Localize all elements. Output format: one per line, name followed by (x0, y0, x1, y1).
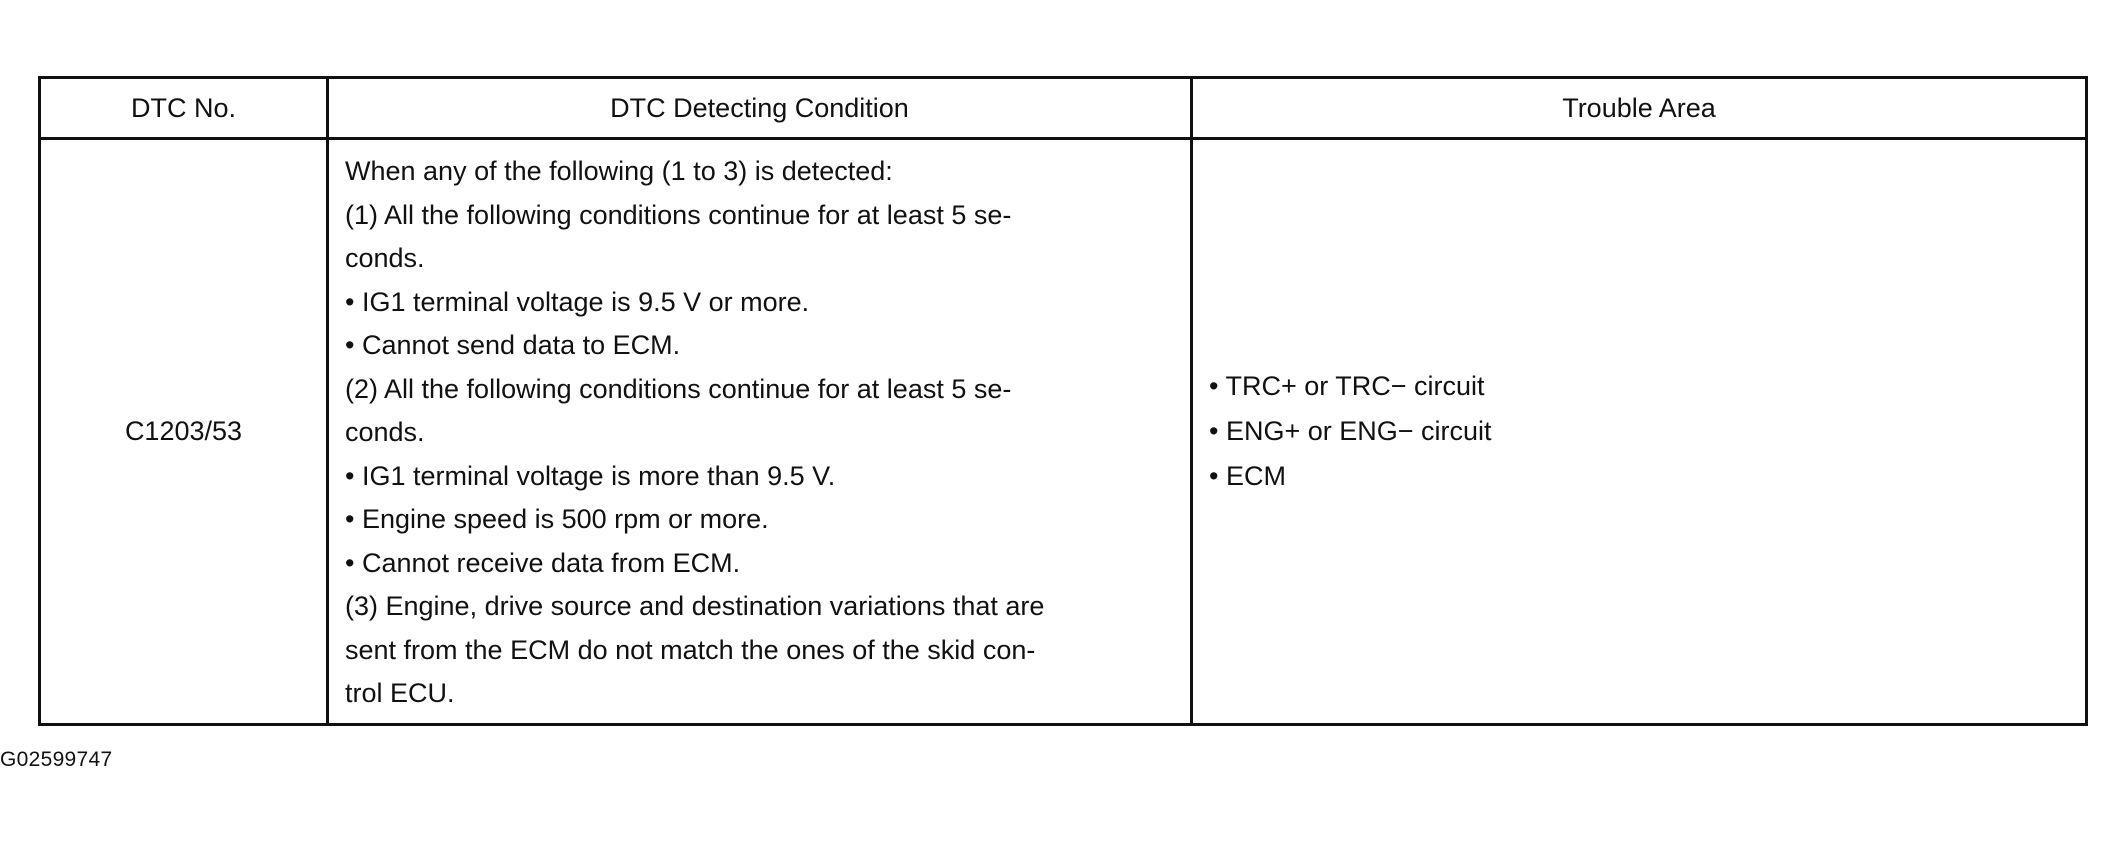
condition-line: • IG1 terminal voltage is 9.5 V or more. (345, 286, 810, 317)
condition-line: (3) Engine, drive source and destination variations that are (345, 591, 1045, 621)
condition-line: • Engine speed is 500 rpm or more. (345, 504, 769, 534)
trouble-area-cell (1192, 139, 2087, 725)
header-dtc-no: DTC No. (40, 78, 328, 139)
table-row (40, 139, 2087, 725)
condition-line: trol ECU. (345, 678, 455, 708)
header-trouble-area: Trouble Area (1192, 78, 2087, 139)
condition-line: • IG1 terminal voltage is more than 9.5 V. (345, 460, 836, 491)
detecting-condition-cell (328, 139, 1192, 725)
figure-code: G02599747 (0, 748, 113, 771)
condition-line: conds. (345, 243, 425, 273)
condition-line: (1) All the following conditions continue for at least 5 se- (345, 199, 1012, 230)
condition-line: • Cannot send data to ECM. (345, 330, 681, 360)
trouble-area-item: • TRC+ or TRC− circuit (1209, 371, 1485, 401)
dtc-number-cell: C1203/53 (40, 139, 328, 725)
trouble-area-item: • ENG+ or ENG− circuit (1209, 416, 1492, 446)
header-detecting-condition: DTC Detecting Condition (328, 78, 1192, 139)
condition-line: (2) All the following conditions continue for at least 5 se- (345, 373, 1012, 404)
dtc-table (38, 76, 2088, 726)
condition-line: sent from the ECM do not match the ones of the skid con- (345, 634, 1036, 665)
condition-line: When any of the following (1 to 3) is detected: (345, 156, 893, 186)
trouble-area-item: • ECM (1209, 461, 1286, 491)
condition-line: • Cannot receive data from ECM. (345, 547, 741, 578)
condition-line: conds. (345, 417, 425, 447)
table-header-row (40, 78, 2087, 139)
